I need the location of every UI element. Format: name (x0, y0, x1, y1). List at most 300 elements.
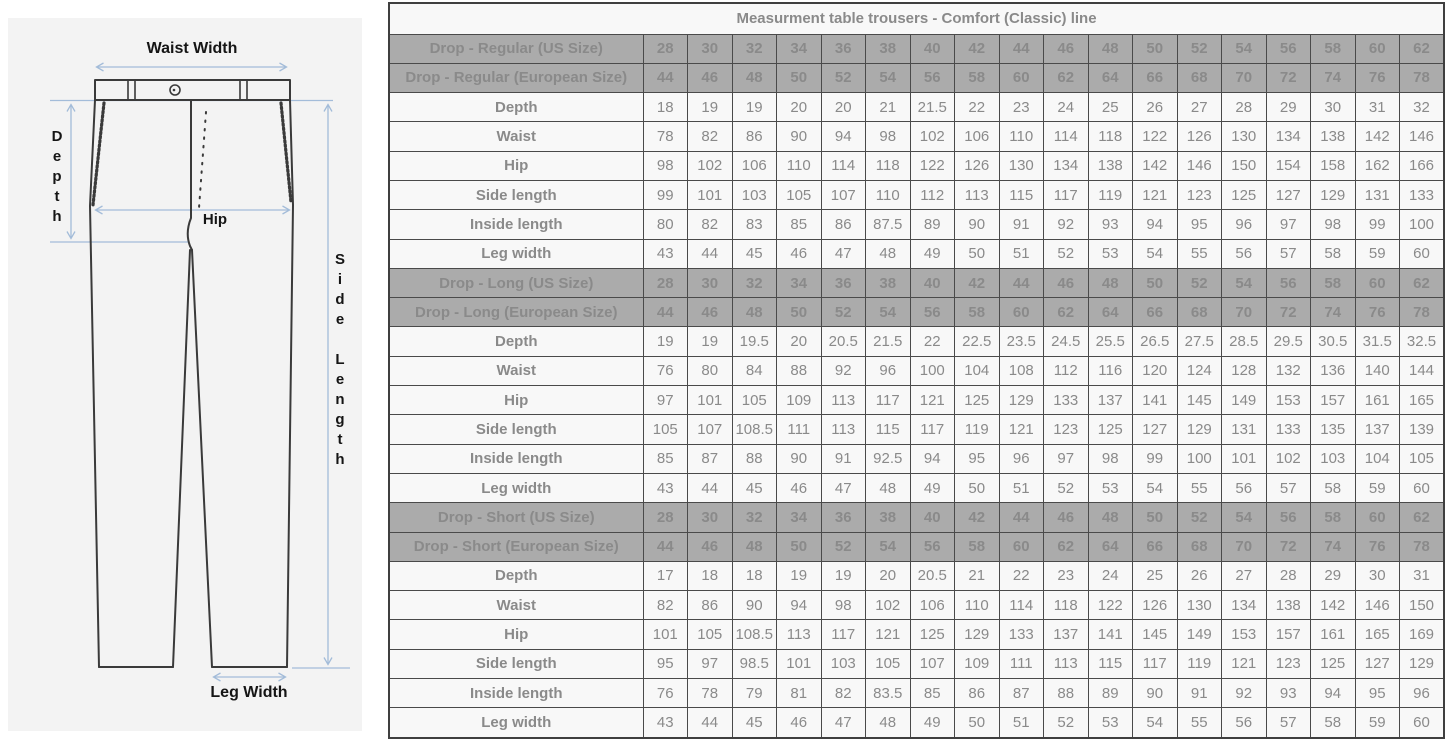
value-cell: 28 (643, 503, 688, 532)
value-cell: 92.5 (866, 444, 911, 473)
value-cell: 82 (688, 122, 733, 151)
value-cell: 46 (777, 239, 822, 268)
size-header-row (389, 268, 1444, 297)
value-cell: 40 (910, 268, 955, 297)
value-cell: 48 (732, 532, 777, 561)
value-cell: 46 (777, 708, 822, 738)
measurement-row (389, 122, 1444, 151)
value-cell: 60 (999, 63, 1044, 92)
value-cell: 60 (1400, 473, 1445, 502)
value-cell: 101 (643, 620, 688, 649)
value-cell: 169 (1400, 620, 1445, 649)
value-cell: 107 (821, 180, 866, 209)
value-cell: 84 (732, 356, 777, 385)
value-cell: 115 (866, 415, 911, 444)
row-label: Leg width (389, 473, 643, 502)
value-cell: 80 (688, 356, 733, 385)
value-cell: 40 (910, 503, 955, 532)
value-cell: 93 (1266, 679, 1311, 708)
value-cell: 103 (1311, 444, 1356, 473)
value-cell: 21.5 (910, 93, 955, 122)
value-cell: 60 (999, 298, 1044, 327)
value-cell: 30 (688, 34, 733, 63)
value-cell: 113 (821, 386, 866, 415)
row-label: Side length (389, 649, 643, 678)
size-header-row (389, 532, 1444, 561)
value-cell: 50 (777, 298, 822, 327)
value-cell: 90 (732, 591, 777, 620)
value-cell: 138 (1088, 151, 1133, 180)
value-cell: 49 (910, 473, 955, 502)
value-cell: 68 (1177, 298, 1222, 327)
value-cell: 64 (1088, 298, 1133, 327)
measurement-row (389, 708, 1444, 738)
value-cell: 66 (1133, 532, 1178, 561)
row-label: Drop - Long (European Size) (389, 298, 643, 327)
value-cell: 138 (1311, 122, 1356, 151)
value-cell: 22 (955, 93, 1000, 122)
value-cell: 133 (1400, 180, 1445, 209)
value-cell: 58 (1311, 708, 1356, 738)
value-cell: 91 (1177, 679, 1222, 708)
value-cell: 17 (643, 561, 688, 590)
value-cell: 133 (1266, 415, 1311, 444)
value-cell: 137 (1044, 620, 1089, 649)
value-cell: 48 (866, 239, 911, 268)
value-cell: 102 (866, 591, 911, 620)
value-cell: 137 (1355, 415, 1400, 444)
value-cell: 56 (1266, 34, 1311, 63)
value-cell: 142 (1355, 122, 1400, 151)
value-cell: 79 (732, 679, 777, 708)
value-cell: 58 (955, 532, 1000, 561)
value-cell: 52 (1177, 34, 1222, 63)
value-cell: 36 (821, 34, 866, 63)
value-cell: 87 (999, 679, 1044, 708)
value-cell: 80 (643, 210, 688, 239)
value-cell: 110 (955, 591, 1000, 620)
hip-label: Hip (202, 211, 228, 228)
value-cell: 121 (999, 415, 1044, 444)
measurement-row (389, 649, 1444, 678)
size-header-row (389, 63, 1444, 92)
value-cell: 62 (1400, 503, 1445, 532)
leg-width-label: Leg Width (210, 684, 288, 701)
value-cell: 20.5 (910, 561, 955, 590)
value-cell: 98 (1311, 210, 1356, 239)
value-cell: 117 (910, 415, 955, 444)
value-cell: 54 (1222, 268, 1267, 297)
value-cell: 103 (732, 180, 777, 209)
value-cell: 49 (910, 239, 955, 268)
value-cell: 25.5 (1088, 327, 1133, 356)
value-cell: 113 (1044, 649, 1089, 678)
value-cell: 28 (1222, 93, 1267, 122)
value-cell: 112 (910, 180, 955, 209)
value-cell: 146 (1177, 151, 1222, 180)
value-cell: 89 (910, 210, 955, 239)
value-cell: 135 (1311, 415, 1356, 444)
value-cell: 70 (1222, 532, 1267, 561)
value-cell: 104 (1355, 444, 1400, 473)
value-cell: 122 (1088, 591, 1133, 620)
measurement-row (389, 93, 1444, 122)
value-cell: 34 (777, 268, 822, 297)
value-cell: 132 (1266, 356, 1311, 385)
value-cell: 165 (1400, 386, 1445, 415)
value-cell: 19 (643, 327, 688, 356)
measurement-row (389, 679, 1444, 708)
value-cell: 47 (821, 239, 866, 268)
value-cell: 121 (1222, 649, 1267, 678)
value-cell: 107 (910, 649, 955, 678)
value-cell: 74 (1311, 532, 1356, 561)
value-cell: 70 (1222, 298, 1267, 327)
value-cell: 62 (1044, 532, 1089, 561)
row-label: Inside length (389, 679, 643, 708)
value-cell: 123 (1177, 180, 1222, 209)
value-cell: 30 (688, 268, 733, 297)
value-cell: 158 (1311, 151, 1356, 180)
value-cell: 22 (910, 327, 955, 356)
value-cell: 129 (955, 620, 1000, 649)
measurement-table-body (389, 3, 1444, 738)
value-cell: 114 (821, 151, 866, 180)
row-label: Waist (389, 591, 643, 620)
value-cell: 105 (1400, 444, 1445, 473)
value-cell: 36 (821, 268, 866, 297)
value-cell: 136 (1311, 356, 1356, 385)
value-cell: 19.5 (732, 327, 777, 356)
value-cell: 48 (1088, 34, 1133, 63)
measurement-row (389, 356, 1444, 385)
value-cell: 103 (821, 649, 866, 678)
value-cell: 108.5 (732, 620, 777, 649)
value-cell: 60 (999, 532, 1044, 561)
measurement-table (388, 2, 1445, 739)
value-cell: 52 (1044, 708, 1089, 738)
value-cell: 126 (1177, 122, 1222, 151)
value-cell: 27 (1177, 93, 1222, 122)
value-cell: 58 (955, 63, 1000, 92)
value-cell: 21 (955, 561, 1000, 590)
value-cell: 46 (1044, 503, 1089, 532)
row-label: Depth (389, 561, 643, 590)
value-cell: 119 (1088, 180, 1133, 209)
value-cell: 76 (1355, 532, 1400, 561)
value-cell: 90 (1133, 679, 1178, 708)
value-cell: 109 (777, 386, 822, 415)
value-cell: 98 (1088, 444, 1133, 473)
value-cell: 120 (1133, 356, 1178, 385)
value-cell: 46 (688, 532, 733, 561)
value-cell: 101 (688, 386, 733, 415)
value-cell: 157 (1311, 386, 1356, 415)
value-cell: 88 (732, 444, 777, 473)
value-cell: 98.5 (732, 649, 777, 678)
value-cell: 118 (866, 151, 911, 180)
value-cell: 60 (1400, 708, 1445, 738)
value-cell: 46 (688, 298, 733, 327)
value-cell: 28 (643, 34, 688, 63)
value-cell: 44 (999, 34, 1044, 63)
value-cell: 46 (777, 473, 822, 502)
value-cell: 133 (999, 620, 1044, 649)
value-cell: 100 (1177, 444, 1222, 473)
value-cell: 88 (777, 356, 822, 385)
value-cell: 121 (866, 620, 911, 649)
value-cell: 87 (688, 444, 733, 473)
value-cell: 58 (955, 298, 1000, 327)
value-cell: 48 (866, 708, 911, 738)
value-cell: 113 (955, 180, 1000, 209)
value-cell: 86 (821, 210, 866, 239)
value-cell: 32 (732, 34, 777, 63)
value-cell: 125 (1088, 415, 1133, 444)
value-cell: 100 (1400, 210, 1445, 239)
value-cell: 82 (643, 591, 688, 620)
value-cell: 48 (732, 298, 777, 327)
row-label: Hip (389, 386, 643, 415)
table-title-row (389, 3, 1444, 34)
value-cell: 58 (1311, 503, 1356, 532)
value-cell: 150 (1400, 591, 1445, 620)
value-cell: 108 (999, 356, 1044, 385)
value-cell: 127 (1266, 180, 1311, 209)
value-cell: 82 (821, 679, 866, 708)
value-cell: 48 (1088, 268, 1133, 297)
value-cell: 122 (1133, 122, 1178, 151)
value-cell: 54 (1222, 34, 1267, 63)
value-cell: 89 (1088, 679, 1133, 708)
value-cell: 112 (1044, 356, 1089, 385)
value-cell: 134 (1266, 122, 1311, 151)
value-cell: 119 (955, 415, 1000, 444)
value-cell: 90 (955, 210, 1000, 239)
value-cell: 98 (643, 151, 688, 180)
value-cell: 18 (732, 561, 777, 590)
value-cell: 20 (777, 327, 822, 356)
value-cell: 52 (1177, 503, 1222, 532)
value-cell: 44 (643, 298, 688, 327)
value-cell: 28 (1266, 561, 1311, 590)
value-cell: 44 (999, 268, 1044, 297)
value-cell: 116 (1088, 356, 1133, 385)
value-cell: 30 (688, 503, 733, 532)
value-cell: 94 (821, 122, 866, 151)
value-cell: 121 (910, 386, 955, 415)
value-cell: 165 (1355, 620, 1400, 649)
value-cell: 30 (1355, 561, 1400, 590)
value-cell: 29 (1311, 561, 1356, 590)
value-cell: 128 (1222, 356, 1267, 385)
value-cell: 31 (1355, 93, 1400, 122)
row-label: Inside length (389, 210, 643, 239)
measurement-row (389, 151, 1444, 180)
value-cell: 51 (999, 473, 1044, 502)
value-cell: 99 (1355, 210, 1400, 239)
value-cell: 51 (999, 239, 1044, 268)
value-cell: 97 (1266, 210, 1311, 239)
row-label: Hip (389, 151, 643, 180)
value-cell: 52 (821, 532, 866, 561)
value-cell: 97 (643, 386, 688, 415)
value-cell: 60 (1355, 503, 1400, 532)
value-cell: 125 (955, 386, 1000, 415)
value-cell: 60 (1400, 239, 1445, 268)
value-cell: 28.5 (1222, 327, 1267, 356)
value-cell: 102 (1266, 444, 1311, 473)
value-cell: 50 (955, 239, 1000, 268)
value-cell: 110 (777, 151, 822, 180)
value-cell: 109 (955, 649, 1000, 678)
value-cell: 95 (643, 649, 688, 678)
value-cell: 97 (688, 649, 733, 678)
value-cell: 20.5 (821, 327, 866, 356)
value-cell: 50 (777, 63, 822, 92)
value-cell: 95 (1177, 210, 1222, 239)
value-cell: 82 (688, 210, 733, 239)
value-cell: 161 (1311, 620, 1356, 649)
value-cell: 59 (1355, 473, 1400, 502)
value-cell: 45 (732, 708, 777, 738)
value-cell: 50 (777, 532, 822, 561)
value-cell: 107 (688, 415, 733, 444)
value-cell: 138 (1266, 591, 1311, 620)
value-cell: 150 (1222, 151, 1267, 180)
value-cell: 53 (1088, 239, 1133, 268)
value-cell: 95 (955, 444, 1000, 473)
value-cell: 59 (1355, 239, 1400, 268)
value-cell: 166 (1400, 151, 1445, 180)
value-cell: 27 (1222, 561, 1267, 590)
value-cell: 70 (1222, 63, 1267, 92)
value-cell: 133 (1044, 386, 1089, 415)
value-cell: 55 (1177, 708, 1222, 738)
value-cell: 139 (1400, 415, 1445, 444)
value-cell: 126 (1133, 591, 1178, 620)
value-cell: 96 (866, 356, 911, 385)
value-cell: 22.5 (955, 327, 1000, 356)
value-cell: 46 (1044, 34, 1089, 63)
value-cell: 86 (955, 679, 1000, 708)
value-cell: 19 (732, 93, 777, 122)
value-cell: 125 (1311, 649, 1356, 678)
value-cell: 25 (1088, 93, 1133, 122)
value-cell: 19 (777, 561, 822, 590)
value-cell: 86 (688, 591, 733, 620)
value-cell: 45 (732, 473, 777, 502)
value-cell: 54 (866, 63, 911, 92)
row-label: Depth (389, 93, 643, 122)
trousers-diagram (0, 0, 388, 747)
value-cell: 47 (821, 473, 866, 502)
value-cell: 21 (866, 93, 911, 122)
value-cell: 72 (1266, 63, 1311, 92)
measurement-row (389, 239, 1444, 268)
value-cell: 118 (1088, 122, 1133, 151)
value-cell: 78 (1400, 63, 1445, 92)
row-label: Drop - Long (US Size) (389, 268, 643, 297)
value-cell: 24.5 (1044, 327, 1089, 356)
value-cell: 90 (777, 444, 822, 473)
measurement-table-pane (388, 0, 1445, 747)
value-cell: 94 (1311, 679, 1356, 708)
value-cell: 85 (777, 210, 822, 239)
depth-label: Depth (48, 128, 66, 228)
value-cell: 66 (1133, 298, 1178, 327)
value-cell: 129 (1400, 649, 1445, 678)
value-cell: 54 (1133, 239, 1178, 268)
measurement-row (389, 444, 1444, 473)
value-cell: 52 (1044, 239, 1089, 268)
value-cell: 23.5 (999, 327, 1044, 356)
value-cell: 25 (1133, 561, 1178, 590)
value-cell: 134 (1044, 151, 1089, 180)
value-cell: 101 (1222, 444, 1267, 473)
value-cell: 62 (1400, 268, 1445, 297)
value-cell: 49 (910, 708, 955, 738)
row-label: Hip (389, 620, 643, 649)
row-label: Drop - Regular (European Size) (389, 63, 643, 92)
value-cell: 108.5 (732, 415, 777, 444)
value-cell: 38 (866, 34, 911, 63)
value-cell: 64 (1088, 532, 1133, 561)
value-cell: 88 (1044, 679, 1089, 708)
measurement-row (389, 180, 1444, 209)
value-cell: 100 (910, 356, 955, 385)
value-cell: 26.5 (1133, 327, 1178, 356)
trousers-diagram-svg (0, 0, 388, 747)
value-cell: 111 (999, 649, 1044, 678)
value-cell: 104 (955, 356, 1000, 385)
value-cell: 46 (1044, 268, 1089, 297)
value-cell: 52 (821, 63, 866, 92)
value-cell: 54 (866, 298, 911, 327)
value-cell: 38 (866, 503, 911, 532)
value-cell: 62 (1044, 298, 1089, 327)
value-cell: 130 (1177, 591, 1222, 620)
value-cell: 130 (999, 151, 1044, 180)
value-cell: 52 (821, 298, 866, 327)
value-cell: 115 (999, 180, 1044, 209)
value-cell: 47 (821, 708, 866, 738)
value-cell: 76 (643, 679, 688, 708)
value-cell: 93 (1088, 210, 1133, 239)
value-cell: 60 (1355, 34, 1400, 63)
value-cell: 32 (732, 503, 777, 532)
value-cell: 48 (866, 473, 911, 502)
value-cell: 146 (1400, 122, 1445, 151)
value-cell: 56 (1266, 268, 1311, 297)
value-cell: 50 (955, 708, 1000, 738)
value-cell: 142 (1311, 591, 1356, 620)
measurement-row (389, 620, 1444, 649)
value-cell: 162 (1355, 151, 1400, 180)
value-cell: 146 (1355, 591, 1400, 620)
value-cell: 101 (777, 649, 822, 678)
value-cell: 110 (999, 122, 1044, 151)
value-cell: 121 (1133, 180, 1178, 209)
value-cell: 20 (777, 93, 822, 122)
value-cell: 127 (1133, 415, 1178, 444)
value-cell: 129 (999, 386, 1044, 415)
value-cell: 129 (1177, 415, 1222, 444)
size-header-row (389, 503, 1444, 532)
value-cell: 96 (999, 444, 1044, 473)
value-cell: 52 (1177, 268, 1222, 297)
value-cell: 43 (643, 239, 688, 268)
